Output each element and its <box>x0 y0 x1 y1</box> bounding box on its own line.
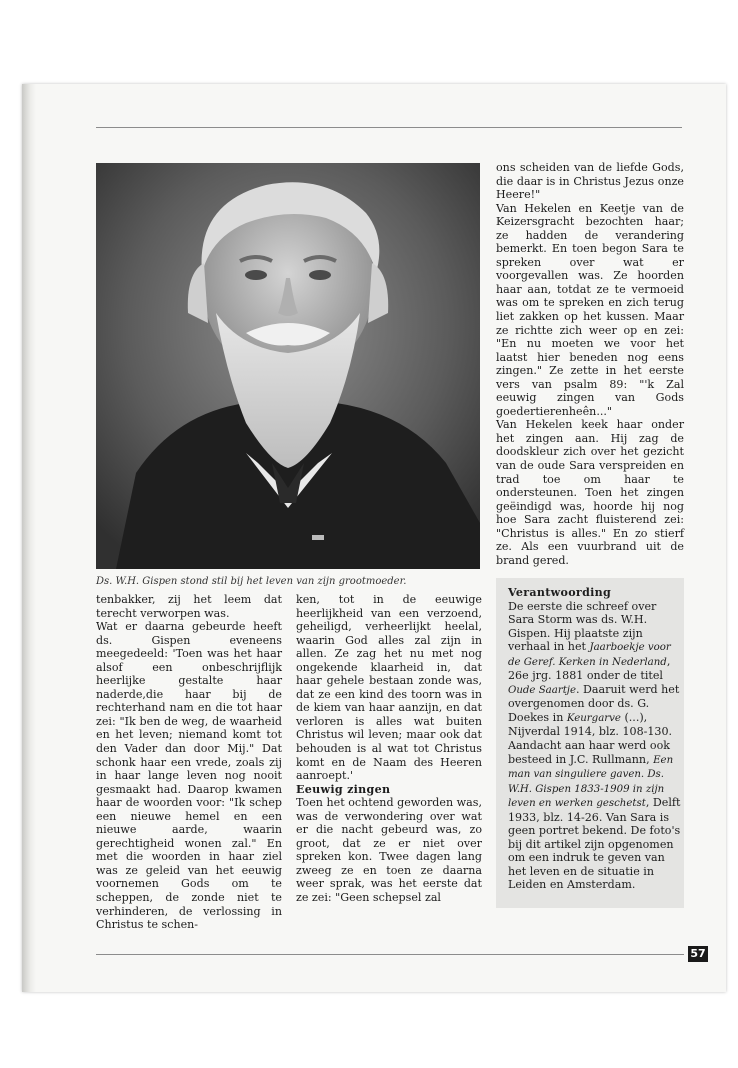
paragraph: tenbakker, zij het leem dat terecht verworpen was. <box>96 593 282 620</box>
sources-text-part: De eerste die schreef over Sara Storm was ds. W.H. Gispen. Hij plaatste zijn verhaal in het <box>508 599 657 654</box>
sources-text <box>508 600 684 892</box>
sources-title: Verantwoording <box>508 586 612 599</box>
paragraph: ons scheiden van de liefde Gods, die daar is in Christus Jezus onze Heere!" <box>496 161 684 202</box>
text-column-2 <box>296 593 482 905</box>
paragraph: ken, tot in de eeuwige heerlijkheid van een verzoend, geheiligd, verheerlijkt heelal, waarin God alles zal zijn in allen. Ze zag het nu met nog ongekende klaarheid in, dat haar gehele bestaan zonde was, dat ze een kind des toorn was in de kiem van haar aanzijn, en dat verloren is alles wat buiten Christus wil leven; maar ook dat behouden is al wat tot Christus komt en de Naam des Heeren aanroept.' <box>296 593 482 783</box>
sources-text-part: , Delft 1933, blz. 14-26. Van Sara is geen portret bekend. De foto's bij dit artikel zijn opgenomen om een indruk te geven van het leven en de situatie in Leiden en Amsterdam. <box>508 796 681 892</box>
sources-italic-title: Een man van singuliere gaven. Ds. W.H. Gispen 1833-1909 in zijn leven en werken geschetst <box>508 754 674 810</box>
paragraph: Wat er daarna gebeurde heeft ds. Gispen eveneens meegedeeld: 'Toen was het haar alsof een onbeschrijflijk heerlijke gestalte haar naderde,die haar bij de rechterhand nam en die tot haar zei: "Ik ben de weg, de waarheid en het leven; niemand komt tot den Vader dan door Mij." Dat schonk haar een vrede, zoals zij in haar lange leven nog nooit gesmaakt had. Daarop kwamen haar de woorden voor: "Ik schep een nieuwe hemel en een nieuwe aarde, waarin gerechtigheid wonen zal." En met die woorden in haar ziel was ze geleid van het eeuwig voornemen Gods om te scheppen, de zonde niet te verhinderen, de verlossing in Christus te schen- <box>96 620 282 932</box>
top-rule <box>96 127 682 128</box>
portrait-illustration <box>96 163 480 569</box>
sources-content <box>508 586 684 892</box>
page-number: 57 <box>688 946 708 962</box>
section-heading: Eeuwig zingen <box>296 782 391 796</box>
binding-edge <box>22 84 36 992</box>
paragraph: Van Hekelen keek haar onder het zingen aan. Hij zag de doodskleur zich over het gezicht van de oude Sara verspreiden en trad toe om haar te ondersteunen. Toen het zingen geëindigd was, hoorde hij nog hoe Sara zacht fluisterend zei: "Christus is alles." En zo stierf ze. Als een vuurbrand uit de brand gered. <box>496 418 684 567</box>
sources-italic-title: Jaarboekje voor de Geref. Kerken in Nederland <box>508 642 671 668</box>
paragraph: Toen het ochtend geworden was, was de verwondering over wat er die nacht gebeurd was, zo groot, dat ze er niet over spreken kon. Twee dagen lang zweeg ze en toen ze daarna weer sprak, was het eerste dat ze zei: "Geen schepsel zal <box>296 796 482 905</box>
sources-text-part: (...), Nijverdal 1914, blz. 108-130. Aandacht aan haar werd ook besteed in J.C. Rullmann, <box>508 710 673 766</box>
sources-italic-title: Oude Saartje <box>508 684 576 696</box>
sources-italic-title: Keurgarve <box>566 712 621 724</box>
sources-box <box>496 578 684 908</box>
photo-caption: Ds. W.H. Gispen stond stil bij het leven van zijn grootmoeder. <box>96 576 407 587</box>
paragraph: Van Hekelen en Keetje van de Keizersgracht bezochten haar; ze hadden de verandering bemerkt. En toen begon Sara te spreken over wat er voorgevallen was. Ze hoorden haar aan, totdat ze te vermoeid was om te spreken en zich terug liet zakken op het kussen. Maar ze richtte zich weer op en zei: "En nu moeten we voor het laatst hier beneden nog eens zingen." Ze zette in het eerste vers van psalm 89: "'k Zal eeuwig zingen van Gods goedertierenheên..." <box>496 201 684 418</box>
bottom-rule <box>96 954 684 955</box>
text-column-3 <box>496 161 684 567</box>
portrait-photo <box>96 163 480 569</box>
text-column-1 <box>96 593 282 932</box>
sources-text-part: . Daaruit werd het overgenomen door ds. G. Doekes in <box>508 682 680 724</box>
sources-text-part: , 26e jrg. 1881 onder de titel <box>508 654 671 683</box>
